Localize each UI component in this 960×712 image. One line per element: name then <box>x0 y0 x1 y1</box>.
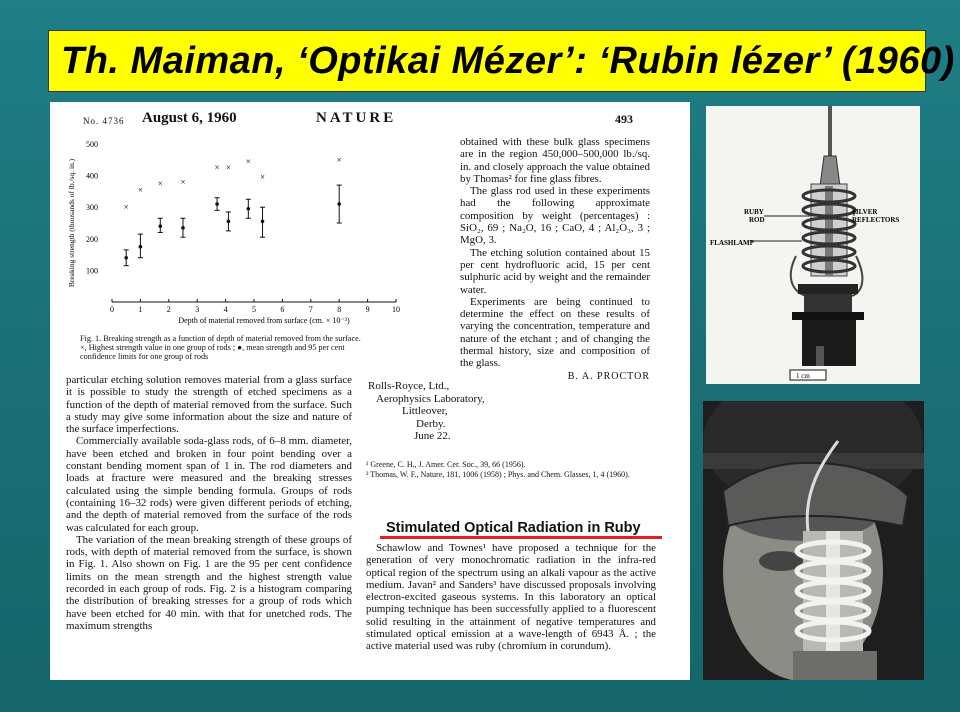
mean-strength-point <box>215 202 219 206</box>
highest-strength-point: × <box>137 184 143 195</box>
mean-strength-point <box>337 202 341 206</box>
affiliation-line: Rolls-Royce, Ltd., <box>368 380 450 392</box>
x-tick-label: 2 <box>166 305 171 314</box>
x-tick-label: 6 <box>280 305 285 314</box>
affiliation-block <box>368 380 508 443</box>
y-tick-label: 200 <box>86 234 98 244</box>
highest-strength-point: × <box>336 154 342 165</box>
heading-underline <box>380 536 662 539</box>
figure-caption-line1: Fig. 1. Breaking strength as a function of depth of material removed from the surface. <box>80 334 361 343</box>
label-ruby-rod: ROD <box>749 216 765 224</box>
y-axis-label: Breaking strength (thousands of lb./sq. in.) <box>67 158 76 288</box>
x-axis-label: Depth of material removed from surface (cm. × 10⁻³) <box>178 316 350 325</box>
mean-strength-point <box>181 226 185 230</box>
author-name: B. A. PROCTOR <box>567 370 650 382</box>
x-tick-label: 1 <box>138 305 143 314</box>
x-tick-label: 4 <box>223 305 228 314</box>
left-column-text <box>66 374 352 632</box>
affiliation-line: June 22. <box>414 430 451 442</box>
paragraph: Experiments are being continued to determine the effect on these results of varying the concentration, temperature and nature of the etchant ; and of changing the thermal history, size and composition of the glass. <box>460 295 650 370</box>
page-number: 493 <box>615 112 633 126</box>
paragraph: The variation of the mean breaking strength of these groups of rods, with depth of material removed from the surface, is shown in Fig. 1. Also shown on Fig. 1 are the 95 per cent confidence limits on the mean strength and the highest strength value recorded in each group of rods. Fig. 2 is a histogram comparing the distribution of breaking stresses for a group of rods which have been etched for 40 min. with that for unetched rods. The maximum strengths <box>66 533 352 632</box>
x-tick-label: 3 <box>195 305 200 314</box>
highest-strength-point: × <box>225 162 231 173</box>
page-header <box>50 110 690 130</box>
journal-name: NATURE <box>316 110 397 126</box>
slide-title-bar <box>48 30 955 92</box>
highest-strength-point: × <box>214 162 220 173</box>
y-tick-label: 400 <box>86 171 98 181</box>
breaking-strength-chart <box>60 136 400 336</box>
affiliation-line: Aerophysics Laboratory, <box>376 392 485 405</box>
ruby-laser-device-illustration <box>706 106 920 384</box>
label-silver-reflectors: REFLECTORS <box>852 216 900 224</box>
slide-title: Th. Maiman, ‘Optikai Mézer’: ‘Rubin lézer’ (1960) <box>61 39 955 82</box>
paragraph: obtained with these bulk glass specimens are in the region 450,000–500,000 lb./sq. in. and closely approach the value obtained by Thomas² for fine glass fibres. <box>460 136 650 185</box>
y-tick-label: 300 <box>86 203 98 213</box>
x-tick-label: 7 <box>308 305 313 314</box>
maiman-portrait-photo <box>703 401 924 680</box>
y-tick-label: 100 <box>86 266 98 276</box>
ruby-laser-device-photo <box>706 106 920 384</box>
highest-strength-point: × <box>180 176 186 187</box>
label-flashlamp: FLASHLAMP <box>710 239 754 247</box>
maiman-portrait-illustration <box>703 401 924 680</box>
y-tick-label: 500 <box>86 140 98 149</box>
x-tick-label: 5 <box>252 305 256 314</box>
paragraph: particular etching solution removes material from a glass surface it is possible to study the strength of etched specimens as a function of the depth of material removed from the surface. Such a study may give some information about the size and nature of the surface imperfections. <box>66 374 352 436</box>
article-heading: Stimulated Optical Radiation in Ruby <box>386 520 641 536</box>
paragraph: The glass rod used in these experiments had the following approximate composition by weight (percentages) : SiO₂, 69 ; Na₂O, 16 ; CaO, 4 ; Al₂O₃, 3 ; MgO, 3. <box>460 185 650 247</box>
scale-label: 1 cm <box>796 372 810 380</box>
affiliation-line: Littleover, <box>402 405 448 417</box>
mean-strength-point <box>261 220 265 224</box>
highest-strength-point: × <box>123 202 129 213</box>
mean-strength-point <box>139 245 143 249</box>
paragraph: Schawlow and Townes¹ have proposed a technique for the generation of very monochromatic radiation in the infra-red optical region of the spectrum using an alkali vapour as the active medium. Javan² and Sanders³ have discussed proposals involving electron-excited gaseous systems. In this laboratory an optical pumping technique has been successfully applied to a fluorescent solid resulting in the attainment of negative temperatures and stimulated optical emission at a wave-length of 6943 Å. ; the active material used was ruby (chromium in corundum). <box>366 542 656 653</box>
highest-strength-point: × <box>157 178 163 189</box>
nature-article-page <box>50 102 690 680</box>
x-tick-label: 10 <box>392 305 400 314</box>
mean-strength-point <box>158 224 162 228</box>
label-ruby-rod: RUBY <box>744 208 764 216</box>
issue-date: August 6, 1960 <box>142 110 237 126</box>
figure-caption-line2: ×, Highest strength value in one group of rods ; ●, mean strength and 95 per cent confidence limits for one group of rods <box>80 343 345 362</box>
figure-caption <box>80 334 370 362</box>
references <box>366 460 656 479</box>
label-silver-reflectors: SILVER <box>852 208 878 216</box>
x-tick-label: 9 <box>365 305 370 314</box>
x-tick-label: 0 <box>110 305 114 314</box>
issue-number: No. 4736 <box>83 116 125 126</box>
paragraph: The etching solution contained about 15 per cent hydrofluoric acid, 15 per cent sulphuric acid by weight and the remainder water. <box>460 246 650 296</box>
paragraph: Commercially available soda-glass rods, of 6–8 mm. diameter, have been etched and broken in four point bending over a constant bending moment span of 1 in. The rod diameters and loads at fracture were measured and the breaking stresses calculated using the simple bending formula. Groups of rods (containing 16–32 rods) were given different periods of etching, and the depth of material removed from the surface of the rods was calculated for each group. <box>66 435 352 534</box>
mean-strength-point <box>247 207 251 211</box>
mean-strength-point <box>227 220 231 224</box>
affiliation-line: Derby. <box>416 417 446 430</box>
mean-strength-point <box>124 256 128 260</box>
right-column-text <box>460 136 650 383</box>
highest-strength-point: × <box>259 172 266 183</box>
reference: ² Thomas, W. F., Nature, 181, 1006 (1958) ; Phys. and Chem. Glasses, 1, 4 (1960). <box>366 469 630 479</box>
reference: ¹ Greene, C. H., J. Amer. Cer. Soc., 39, 66 (1956). <box>366 460 526 469</box>
highest-strength-point: × <box>245 156 251 167</box>
x-tick-label: 8 <box>337 305 342 314</box>
ruby-article-text <box>366 542 656 653</box>
